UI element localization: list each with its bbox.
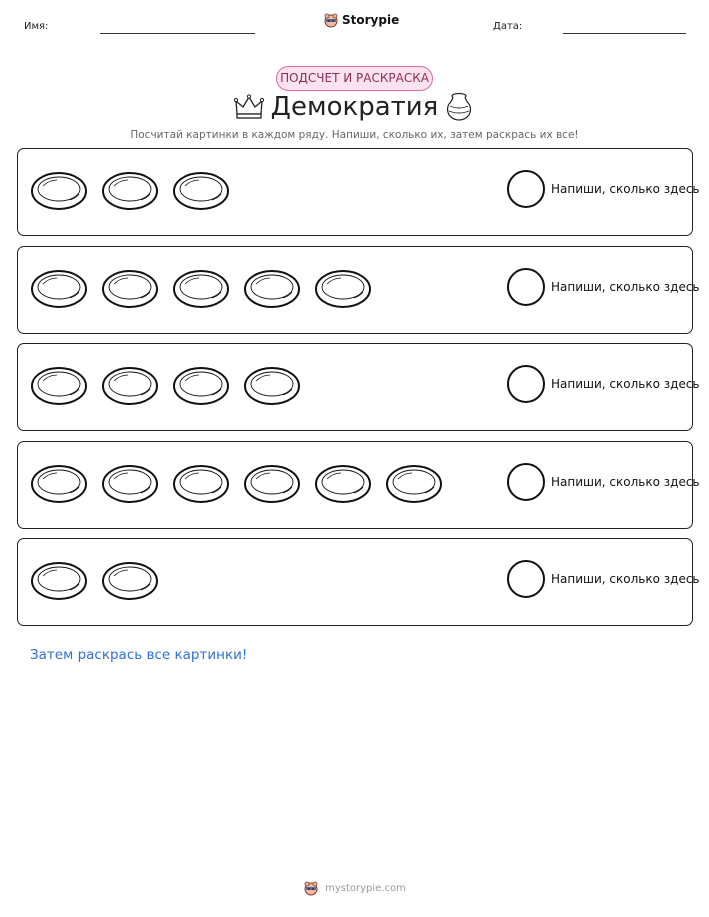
- worksheet-header: [0, 0, 709, 50]
- footer: [0, 880, 709, 896]
- name-line: [100, 33, 255, 34]
- activity-badge: ПОДСЧЕТ И РАСКРАСКА: [276, 66, 433, 91]
- storypie-mascot-icon: [323, 12, 339, 28]
- oval-stone-icon[interactable]: [30, 364, 88, 406]
- oval-stone-icon[interactable]: [172, 267, 230, 309]
- oval-stone-icon[interactable]: [172, 169, 230, 211]
- oval-stone-icon[interactable]: [30, 559, 88, 601]
- oval-stone-icon[interactable]: [314, 267, 372, 309]
- counting-row: [17, 148, 700, 236]
- oval-stone-icon[interactable]: [101, 169, 159, 211]
- footer-note: Затем раскрась все картинки!: [30, 647, 248, 663]
- oval-stone-icon[interactable]: [30, 169, 88, 211]
- oval-stone-icon[interactable]: [101, 364, 159, 406]
- counting-row: [17, 538, 700, 626]
- count-label: Напиши, сколько здесь: [551, 572, 700, 586]
- count-answer-circle[interactable]: [507, 170, 545, 208]
- date-label: Дата:: [493, 21, 523, 32]
- instructions: Посчитай картинки в каждом ряду. Напиши, сколько их, затем раскрась их все!: [130, 129, 579, 141]
- counting-row: [17, 246, 700, 334]
- title-row: [0, 92, 709, 128]
- footer-url: mystorypie.com: [325, 882, 406, 894]
- count-label: Напиши, сколько здесь: [551, 279, 700, 294]
- counting-row: [17, 343, 700, 431]
- oval-stone-icon[interactable]: [30, 462, 88, 504]
- oval-stone-icon[interactable]: [101, 559, 159, 601]
- oval-stone-icon[interactable]: [172, 364, 230, 406]
- count-answer-circle[interactable]: [507, 268, 545, 306]
- brand-logo: [323, 12, 399, 28]
- count-label: Напиши, сколько здесь: [551, 182, 700, 196]
- oval-stone-icon[interactable]: [314, 462, 372, 504]
- name-label: Имя:: [24, 21, 49, 32]
- count-label: Напиши, сколько здесь: [551, 377, 700, 391]
- count-answer-circle[interactable]: [507, 463, 545, 501]
- count-label: Напиши, сколько здесь: [551, 474, 700, 489]
- oval-stone-icon[interactable]: [385, 462, 443, 504]
- page-title: Демократия: [270, 92, 439, 122]
- count-answer-circle[interactable]: [507, 560, 545, 598]
- oval-stone-icon[interactable]: [172, 462, 230, 504]
- oval-stone-icon[interactable]: [243, 462, 301, 504]
- oval-stone-icon[interactable]: [243, 364, 301, 406]
- vase-icon: [445, 92, 473, 122]
- oval-stone-icon[interactable]: [101, 267, 159, 309]
- brand-name: Storypie: [342, 13, 400, 27]
- date-line: [563, 33, 686, 34]
- oval-stone-icon[interactable]: [30, 267, 88, 309]
- storypie-mascot-icon: [303, 880, 319, 896]
- counting-row: [17, 441, 700, 529]
- oval-stone-icon[interactable]: [243, 267, 301, 309]
- count-answer-circle[interactable]: [507, 365, 545, 403]
- oval-stone-icon[interactable]: [101, 462, 159, 504]
